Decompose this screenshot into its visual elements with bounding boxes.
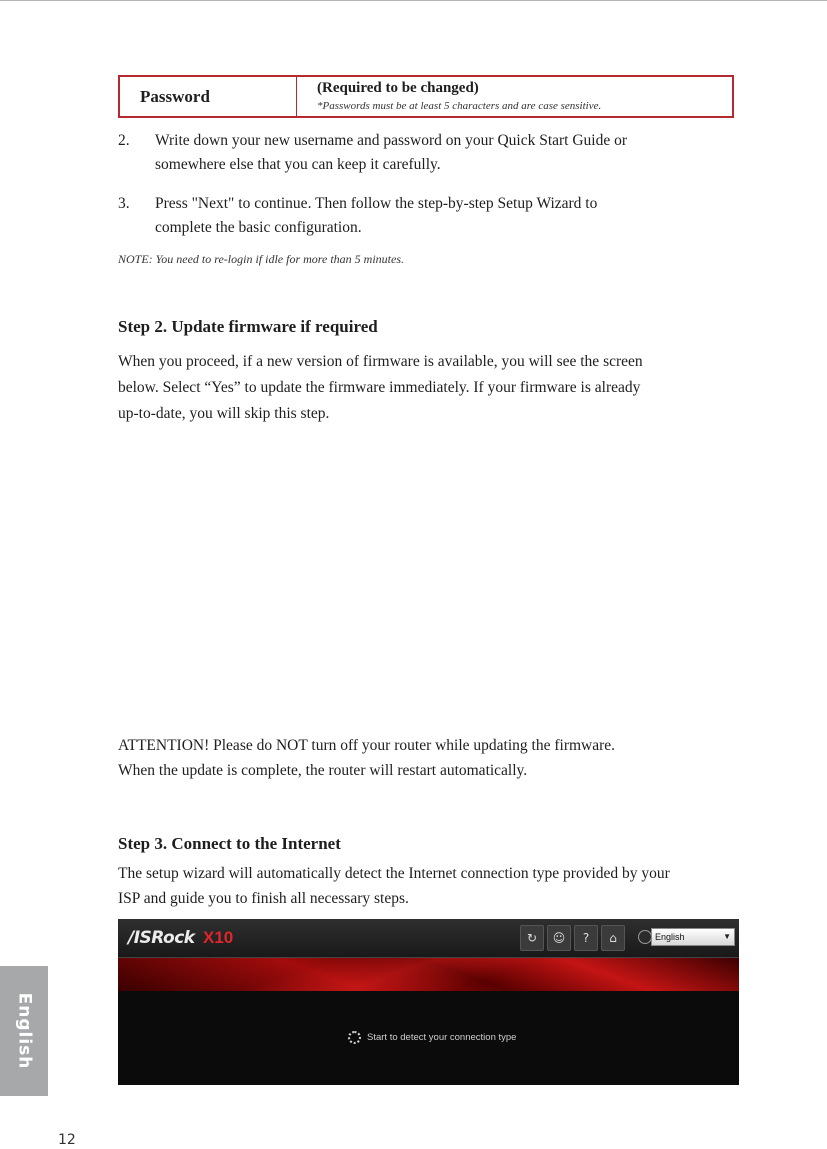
step-2-line-2: somewhere else that you can keep it carefully. (155, 156, 441, 173)
language-select[interactable] (651, 928, 735, 946)
step3-paragraph-line-2: ISP and guide you to finish all necessary steps. (118, 890, 409, 907)
attention-line-2: When the update is complete, the router will restart automatically. (118, 762, 528, 779)
language-value: English (655, 932, 685, 942)
model-name: X10 (203, 928, 234, 947)
password-label: Password (120, 77, 297, 116)
step-3-line-2: complete the basic configuration. (155, 219, 362, 236)
loading-spinner-icon (348, 1031, 361, 1044)
password-table (118, 75, 734, 118)
step-3-line-1: Press "Next" to continue. Then follow the step-by-step Setup Wizard to (155, 195, 598, 212)
step2-paragraph-line-1: When you proceed, if a new version of firmware is available, you will see the screen (118, 353, 643, 370)
step2-heading: Step 2. Update firmware if required (118, 317, 378, 336)
router-ui-screenshot (118, 919, 739, 1085)
detect-status-text: Start to detect your connection type (367, 1032, 517, 1043)
user-icon[interactable]: ☺ (547, 925, 571, 951)
password-required-text: (Required to be changed) (317, 80, 479, 96)
router-top-bar (118, 919, 739, 958)
attention-line-1: ATTENTION! Please do NOT turn off your router while updating the firmware. (118, 737, 616, 754)
page-number: 12 (58, 1132, 76, 1148)
globe-icon (638, 930, 652, 944)
detect-status (348, 1031, 516, 1044)
step-2-line-1: Write down your new username and password on your Quick Start Guide or (155, 132, 628, 149)
red-banner (118, 958, 739, 991)
home-icon[interactable]: ⌂ (601, 925, 625, 951)
step2-paragraph-line-3: up-to-date, you will skip this step. (118, 405, 330, 422)
step3-paragraph-line-1: The setup wizard will automatically detect the Internet connection type provided by your (118, 865, 670, 882)
language-side-tab (0, 966, 48, 1096)
asrock-logo: /ISRock (128, 928, 195, 948)
chevron-down-icon: ▼ (723, 932, 731, 941)
step-3-number: 3. (118, 195, 130, 212)
top-rule (0, 0, 827, 1)
refresh-icon[interactable]: ↻ (520, 925, 544, 951)
idle-note: NOTE: You need to re-login if idle for more than 5 minutes. (118, 252, 404, 266)
step3-heading: Step 3. Connect to the Internet (118, 834, 341, 853)
side-tab-label: English (14, 992, 35, 1070)
step-2-number: 2. (118, 132, 130, 149)
password-rule-note: *Passwords must be at least 5 characters and are case sensitive. (317, 100, 602, 112)
step2-paragraph-line-2: below. Select “Yes” to update the firmware immediately. If your firmware is already (118, 379, 641, 396)
password-requirement-cell (297, 77, 732, 116)
help-icon[interactable]: ? (574, 925, 598, 951)
